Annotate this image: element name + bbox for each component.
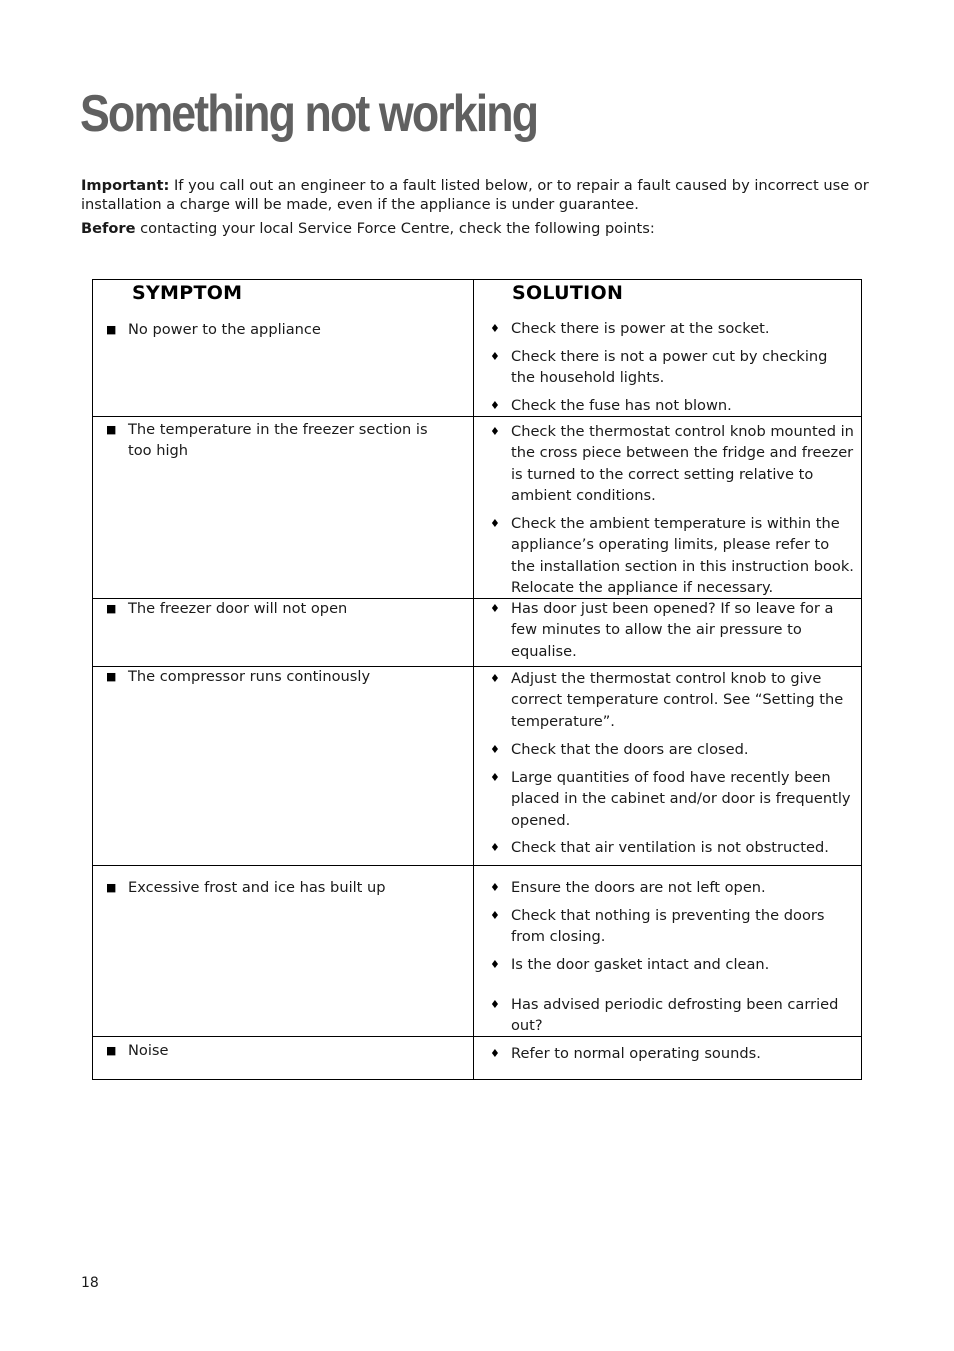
- page-title: Something not working: [80, 85, 538, 143]
- solution-text: Check that the doors are closed.: [511, 741, 749, 758]
- diamond-bullet-icon: ♦: [490, 399, 500, 412]
- diamond-bullet-icon: ♦: [490, 743, 500, 756]
- square-bullet-icon: ■: [106, 670, 117, 683]
- symptom-item: [106, 666, 451, 687]
- before-text: contacting your local Service Force Centre, check the following points:: [135, 220, 655, 237]
- symptom-text: Noise: [128, 1042, 169, 1059]
- solution-item: [490, 837, 855, 858]
- square-bullet-icon: ■: [106, 1044, 117, 1057]
- solution-text: Check there is power at the socket.: [511, 320, 770, 337]
- solution-item: [490, 994, 855, 1037]
- important-note: [81, 176, 881, 214]
- solution-text: Check the fuse has not blown.: [511, 397, 732, 414]
- solution-text: Check that nothing is preventing the doors from closing.: [511, 907, 825, 946]
- solution-item: [490, 513, 855, 598]
- diamond-bullet-icon: ♦: [490, 841, 500, 854]
- diamond-bullet-icon: ♦: [490, 425, 500, 438]
- solution-item: [490, 905, 855, 948]
- diamond-bullet-icon: ♦: [490, 909, 500, 922]
- symptom-header: SYMPTOM: [132, 282, 243, 304]
- solution-item: [490, 318, 855, 339]
- solution-item: [490, 598, 855, 662]
- symptom-text: Excessive frost and ice has built up: [128, 879, 386, 896]
- diamond-bullet-icon: ♦: [490, 1047, 500, 1060]
- solution-item: [490, 954, 855, 975]
- solution-item: [490, 767, 855, 831]
- solution-text: Ensure the doors are not left open.: [511, 879, 766, 896]
- diamond-bullet-icon: ♦: [490, 881, 500, 894]
- solution-item: [490, 395, 855, 416]
- solution-text: Refer to normal operating sounds.: [511, 1045, 761, 1062]
- solution-item: [490, 1043, 855, 1064]
- column-divider: [473, 280, 474, 1079]
- symptom-text: No power to the appliance: [128, 321, 321, 338]
- symptom-text: The temperature in the freezer section is too high: [128, 421, 428, 460]
- important-text: If you call out an engineer to a fault listed below, or to repair a fault caused by incorrect use or installation a charge will be made, even if the appliance is under guarantee.: [81, 177, 869, 213]
- solution-item: [490, 346, 855, 389]
- symptom-item: [106, 598, 451, 619]
- square-bullet-icon: ■: [106, 423, 117, 436]
- solution-item: [490, 877, 855, 898]
- diamond-bullet-icon: ♦: [490, 350, 500, 363]
- solution-text: Has advised periodic defrosting been carried out?: [511, 996, 839, 1035]
- symptom-item: [106, 419, 451, 462]
- solution-text: Check the thermostat control knob mounted in the cross piece between the fridge and freezer is turned to the correct setting relative to ambient conditions.: [511, 423, 854, 504]
- diamond-bullet-icon: ♦: [490, 771, 500, 784]
- diamond-bullet-icon: ♦: [490, 672, 500, 685]
- solution-item: [490, 421, 855, 506]
- before-note: [81, 219, 881, 238]
- solution-text: Large quantities of food have recently been placed in the cabinet and/or door is frequently opened.: [511, 769, 851, 829]
- square-bullet-icon: ■: [106, 323, 117, 336]
- intro-text: [81, 176, 881, 243]
- symptom-text: The compressor runs continously: [128, 668, 371, 685]
- row-divider: [93, 416, 861, 417]
- square-bullet-icon: ■: [106, 881, 117, 894]
- diamond-bullet-icon: ♦: [490, 998, 500, 1011]
- solution-text: Has door just been opened? If so leave for a few minutes to allow the air pressure to equalise.: [511, 600, 834, 660]
- solution-header: SOLUTION: [512, 282, 624, 304]
- solution-item: [490, 739, 855, 760]
- solution-text: Is the door gasket intact and clean.: [511, 956, 770, 973]
- solution-text: Check the ambient temperature is within the appliance’s operating limits, please refer to the installation section in this instruction book. Relocate the appliance if necessary.: [511, 515, 854, 596]
- solution-text: Check there is not a power cut by checking the household lights.: [511, 348, 828, 387]
- symptom-text: The freezer door will not open: [128, 600, 348, 617]
- solution-text: Check that air ventilation is not obstructed.: [511, 839, 829, 856]
- diamond-bullet-icon: ♦: [490, 958, 500, 971]
- symptom-item: [106, 319, 451, 340]
- troubleshooting-table: [92, 279, 862, 1080]
- important-label: Important:: [81, 177, 170, 194]
- page-number: 18: [81, 1275, 99, 1291]
- symptom-item: [106, 1040, 451, 1061]
- diamond-bullet-icon: ♦: [490, 322, 500, 335]
- diamond-bullet-icon: ♦: [490, 602, 500, 615]
- row-divider: [93, 865, 861, 866]
- symptom-item: [106, 877, 451, 898]
- before-label: Before: [81, 220, 136, 237]
- square-bullet-icon: ■: [106, 602, 117, 615]
- diamond-bullet-icon: ♦: [490, 517, 500, 530]
- solution-text: Adjust the thermostat control knob to give correct temperature control. See “Setting the temperature”.: [511, 670, 844, 730]
- solution-item: [490, 668, 855, 732]
- row-divider: [93, 1036, 861, 1037]
